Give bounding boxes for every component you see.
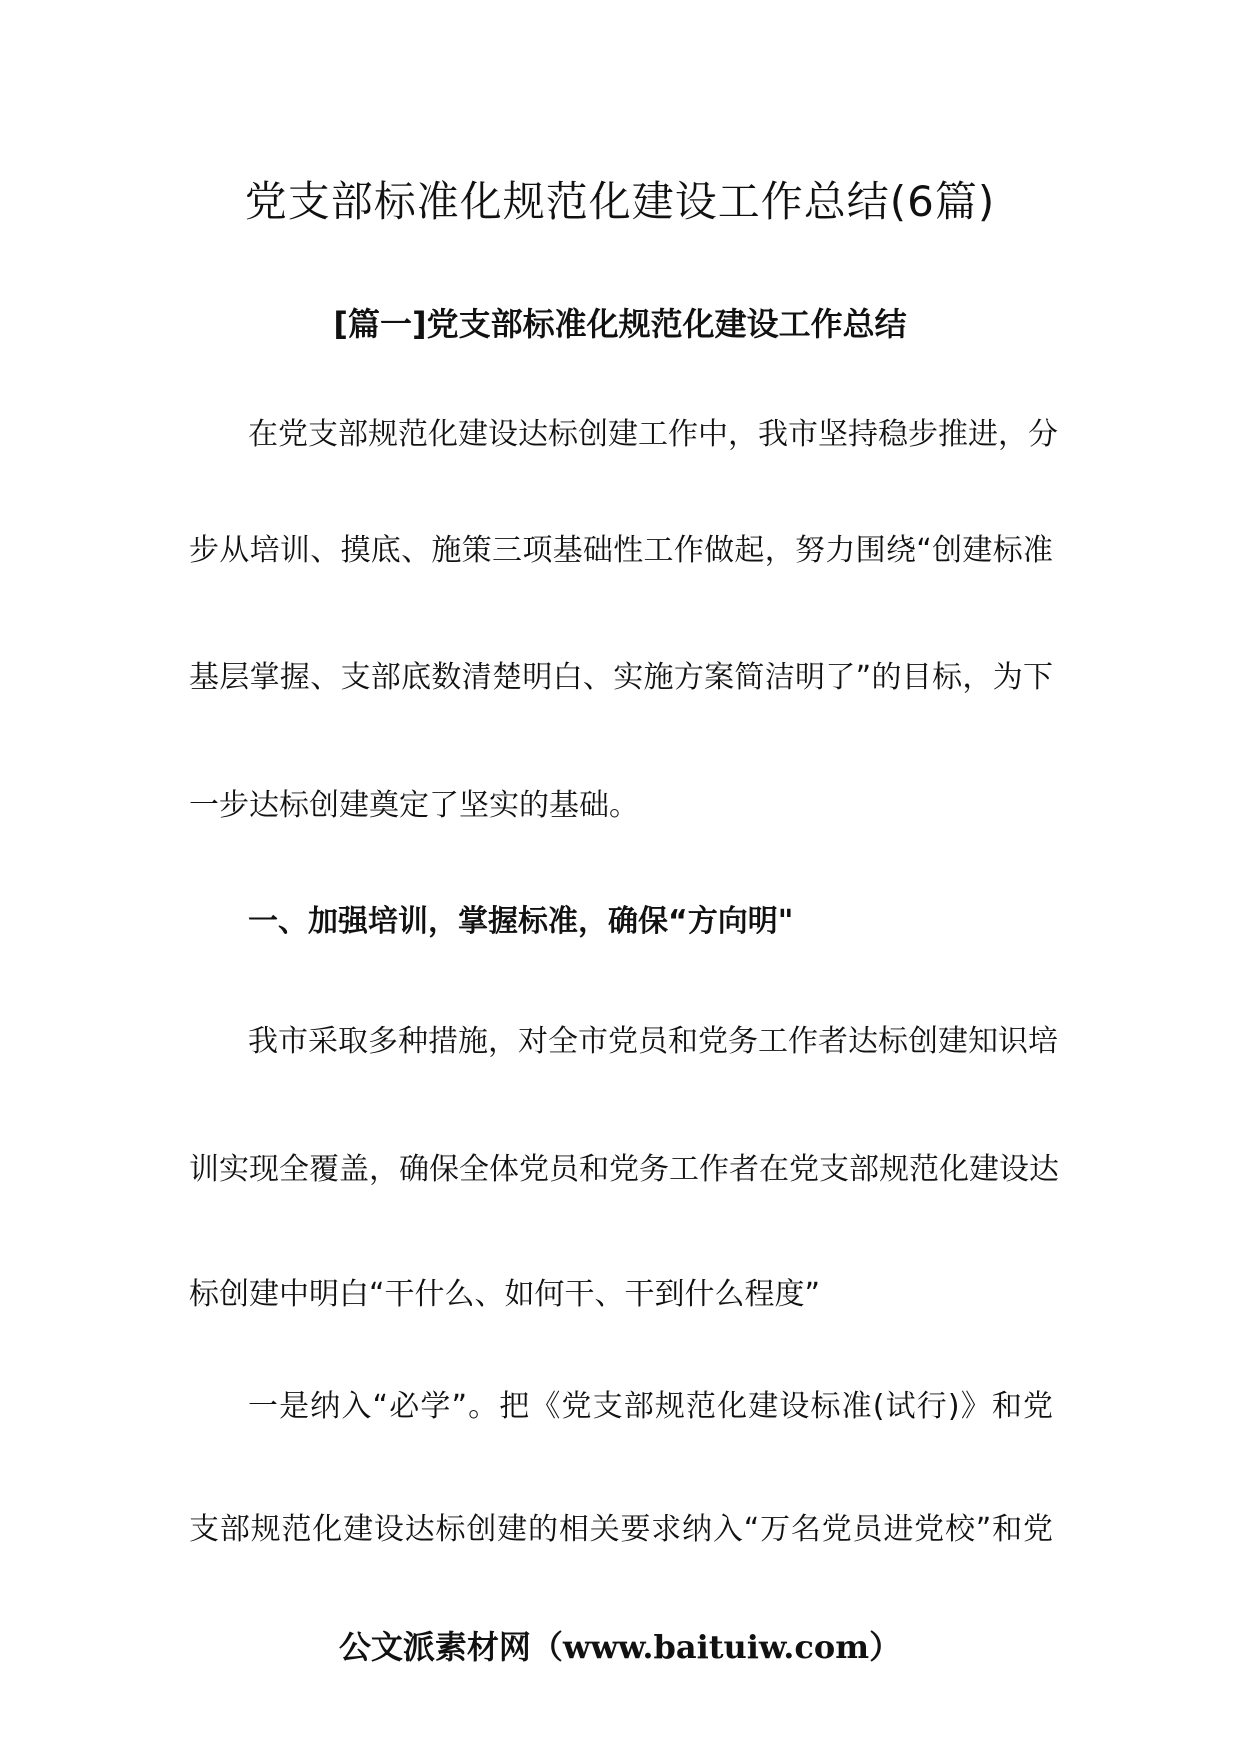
section-title: [篇一]党支部标准化规范化建设工作总结 xyxy=(333,305,907,343)
paragraph-2-line-3: 标创建中明白“干什么、如何干、干到什么程度” xyxy=(189,1277,821,1312)
paragraph-1-line-2: 步从培训、摸底、施策三项基础性工作做起，努力围绕“创建标准 xyxy=(189,533,1053,568)
paragraph-3-line-1: 一是纳入“必学”。把《党支部规范化建设标准(试行)》和党 xyxy=(248,1389,1053,1424)
paragraph-1-line-3: 基层掌握、支部底数清楚明白、实施方案简洁明了”的目标，为下 xyxy=(189,660,1053,695)
paragraph-2-line-1: 我市采取多种措施，对全市党员和党务工作者达标创建知识培 xyxy=(248,1024,1058,1059)
footer-watermark: 公文派素材网（www.baituiw.com） xyxy=(338,1628,902,1666)
subheading-1: 一、加强培训，掌握标准，确保“方向明" xyxy=(248,904,794,939)
paragraph-1-line-1: 在党支部规范化建设达标创建工作中，我市坚持稳步推进，分 xyxy=(248,417,1058,452)
paragraph-3-line-2: 支部规范化建设达标创建的相关要求纳入“万名党员进党校”和党 xyxy=(189,1512,1053,1547)
paragraph-1-line-4: 一步达标创建奠定了坚实的基础。 xyxy=(189,788,639,823)
document-title: 党支部标准化规范化建设工作总结(6篇) xyxy=(244,177,996,226)
paragraph-2-line-2: 训实现全覆盖，确保全体党员和党务工作者在党支部规范化建设达 xyxy=(189,1152,1059,1187)
